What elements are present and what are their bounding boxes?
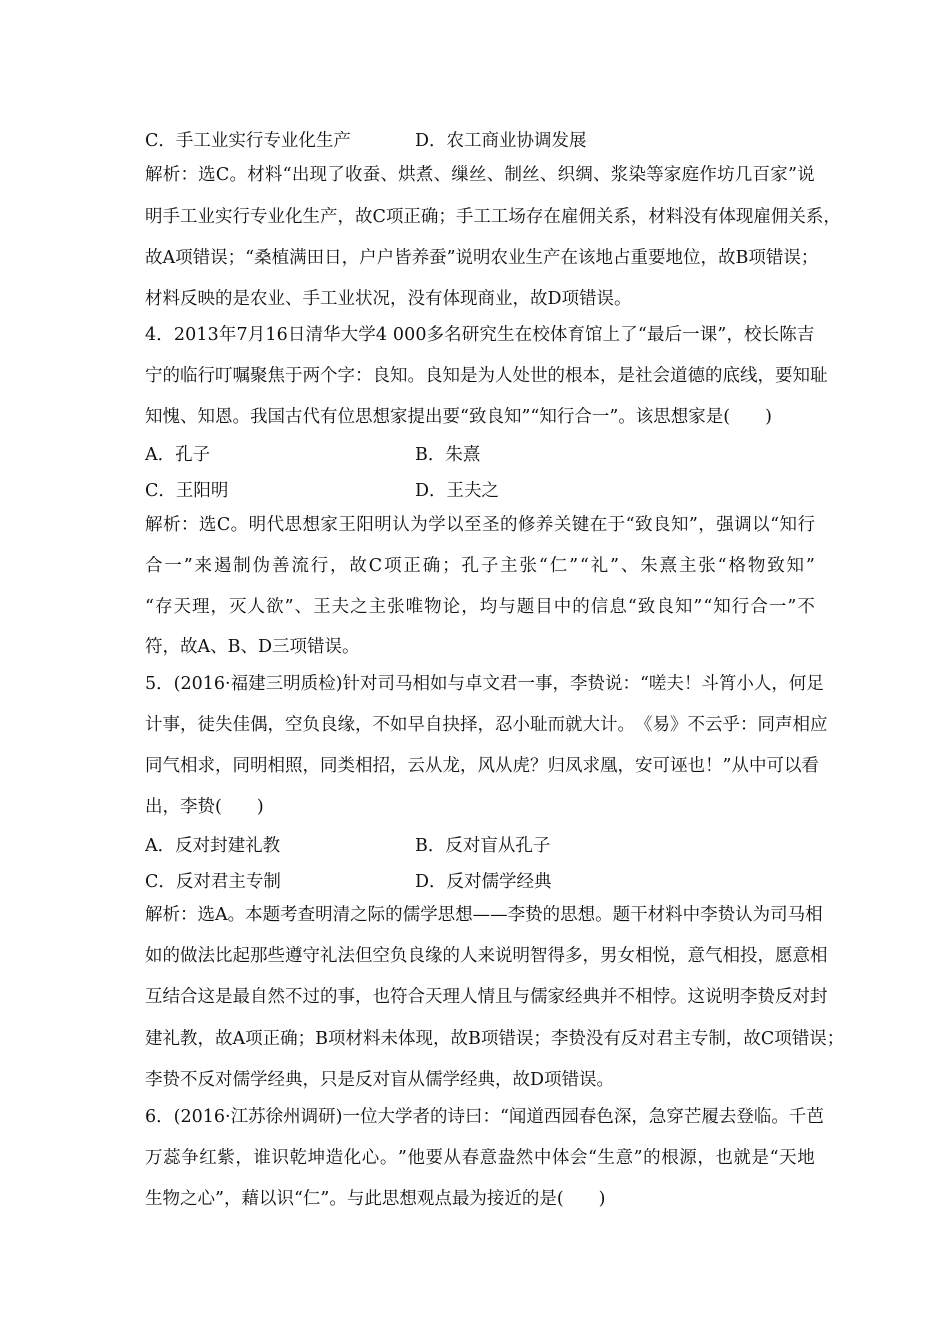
q3-analysis-line: 明 手 工 业 实 行 专 业 化 生 产 ， 故 C 项 正 确 ； 手 工 工 场 存 在 雇 佣 关 系 ， 材 料 没 有 体 现 雇 佣 关 系 ， <box>145 207 841 227</box>
q5-option-d: D．反对儒学经典 <box>415 872 552 892</box>
q4-analysis-line: 合 一 ” 来 遏 制 伪 善 流 行 ， 故 C 项 正 确 ； 孔 子 主 张 “ 仁 ” “ 礼 ” 、 朱 熹 主 张 “ 格 物 致 知 ” <box>145 556 815 576</box>
q5-stem-line: 计 事 ， 徒 失 佳 偶 ， 空 负 良 缘 ， 不 如 早 自 抉 择 ， 忍 小 耻 而 就 大 计 。 《 易 》 不 云 乎 ： 同 声 相 应 <box>145 715 828 735</box>
q5-analysis-line: 如 的 做 法 比 起 那 些 遵 守 礼 法 但 空 负 良 缘 的 人 来 说 明 智 得 多 ， 男 女 相 悦 ， 意 气 相 投 ， 愿 意 相 <box>145 946 828 966</box>
q4-analysis-line: 解 析 ： 选 C 。 明 代 思 想 家 王 阳 明 认 为 学 以 至 圣 的 修 养 关 键 在 于 “ 致 良 知 ” ， 强 调 以 “ 知 行 <box>145 515 815 535</box>
q5-stem-line: 5 ． ( 2 0 1 6 · 福 建 三 明 质 检 ) 针 对 司 马 相 如 与 卓 文 君 一 事 ， 李 贽 说 ： “ 嗟 夫 ！ 斗 筲 小 人 ， 何 足 <box>145 674 824 694</box>
q5-option-b: B．反对盲从孔子 <box>415 836 551 856</box>
q5-stem-line: 同 气 相 求 ， 同 明 相 照 ， 同 类 相 招 ， 云 从 龙 ， 风 从 虎 ？ 归 凤 求 凰 ， 安 可 诬 也 ！ ” 从 中 可 以 看 <box>145 756 819 776</box>
q4-option-c: C．王阳明 <box>145 481 229 501</box>
q4-option-b: B．朱熹 <box>415 445 481 465</box>
q4-stem-line: 宁 的 临 行 叮 嘱 聚 焦 于 两 个 字 ： 良 知 。 良 知 是 为 人 处 世 的 根 本 ， 是 社 会 道 德 的 底 线 ， 要 知 耻 <box>145 366 828 386</box>
q4-analysis-line: “ 存 天 理 ， 灭 人 欲 ” 、 王 夫 之 主 张 唯 物 论 ， 均 与 题 目 中 的 信 息 “ 致 良 知 ” “ 知 行 合 一 ” 不 <box>145 597 815 617</box>
q5-option-a: A．反对封建礼教 <box>145 836 281 856</box>
q6-stem-line: 生物之心”，藉以识“仁”。与此思想观点最为接近的是( ) <box>145 1189 606 1209</box>
q5-analysis-line: 解 析 ： 选 A 。 本 题 考 查 明 清 之 际 的 儒 学 思 想 — — 李 贽 的 思 想 。 题 干 材 料 中 李 贽 认 为 司 马 相 <box>145 905 823 925</box>
q5-analysis-line: 建 礼 教 ， 故 A 项 正 确 ； B 项 材 料 未 体 现 ， 故 B 项 错 误 ； 李 贽 没 有 反 对 君 主 专 制 ， 故 C 项 错 误 ； <box>145 1029 845 1049</box>
q3-analysis-line: 材料反映的是农业、手工业状况，没有体现商业，故D项错误。 <box>145 289 632 309</box>
q4-option-a: A．孔子 <box>145 445 211 465</box>
q5-analysis-line: 互 结 合 这 是 最 自 然 不 过 的 事 ， 也 符 合 天 理 人 情 且 与 儒 家 经 典 并 不 相 悖 。 这 说 明 李 贽 反 对 封 <box>145 987 828 1007</box>
q4-option-d: D．王夫之 <box>415 481 500 501</box>
q6-stem-line: 6 ． ( 2 0 1 6 · 江 苏 徐 州 调 研 ) 一 位 大 学 者 的 诗 曰 ： “ 闻 道 西 园 春 色 深 ， 急 穿 芒 履 去 登 临 。 千 芭 <box>145 1107 824 1127</box>
q5-analysis-line: 李贽不反对儒学经典，只是反对盲从儒学经典，故D项错误。 <box>145 1070 615 1090</box>
q4-analysis-line: 符，故A、B、D三项错误。 <box>145 637 360 657</box>
q3-analysis-line: 故 A 项 错 误 ； “ 桑 植 满 田 日 ， 户 户 皆 养 蚕 ” 说 明 农 业 生 产 在 该 地 占 重 要 地 位 ， 故 B 项 错 误 ； <box>145 248 819 268</box>
q5-stem-line: 出，李贽( ) <box>145 797 264 817</box>
q4-stem-line: 4 ． 2 0 1 3 年 7 月 1 6 日 清 华 大 学 4 0 0 0 多 名 研 究 生 在 校 体 育 馆 上 了 “ 最 后 一 课 ” ， 校 长 陈 吉 <box>145 325 815 345</box>
q3-analysis-line: 解 析 ： 选 C 。 材 料 “ 出 现 了 收 蚕 、 烘 煮 、 缫 丝 、 制 丝 、 织 绸 、 浆 染 等 家 庭 作 坊 几 百 家 ” 说 <box>145 165 815 185</box>
q3-option-c: C．手工业实行专业化生产 <box>145 131 351 151</box>
q6-stem-line: 万 蕊 争 红 紫 ， 谁 识 乾 坤 造 化 心 。 ” 他 要 从 春 意 盎 然 中 体 会 “ 生 意 ” 的 根 源 ， 也 就 是 “ 天 地 <box>145 1148 815 1168</box>
q4-stem-line: 知愧、知恩。我国古代有位思想家提出要“致良知”“知行合一”。该思想家是( ) <box>145 407 772 427</box>
q5-option-c: C．反对君主专制 <box>145 872 281 892</box>
q3-option-d: D．农工商业协调发展 <box>415 131 587 151</box>
